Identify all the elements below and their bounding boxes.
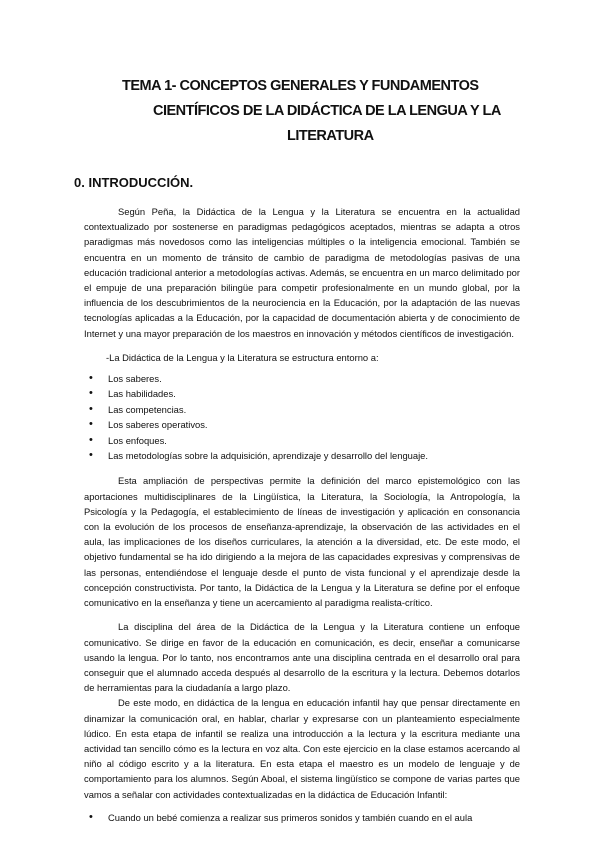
title-line-1: TEMA 1- CONCEPTOS GENERALES Y FUNDAMENTOS — [122, 78, 479, 94]
list-item: • Los enfoques. — [84, 433, 520, 448]
list-item: • Las competencias. — [84, 402, 520, 417]
paragraph-infantil: De este modo, en didáctica de la lengua en educación infantil hay que pensar directamente en dinamizar la comunicación oral, en hablar, charlar y expresarse con un planteamiento especialmente lúdico. En esta etapa de infantil se realiza una introducción a la lectura y la escritura mediante una actividad tan sencillo cómo es la lectura en voz alta. Con este ejercicio en la clase estamos acercando al niño al código escrito y a la literatura. En esta etapa el maestro es un modelo de lenguaje y de comportamiento para los alumnos. Según Aboal, el sistema lingüístico se compone de varias partes que vamos a señalar con actividades contextualizadas en la didáctica de Educación Infantil: — [84, 697, 520, 800]
section-heading: 0. INTRODUCCIÓN. — [74, 175, 194, 190]
title-line-2: CIENTÍFICOS DE LA DIDÁCTICA DE LA LENGUA Y LA — [153, 103, 501, 119]
list-item: • Las metodologías sobre la adquisición, aprendizaje y desarrollo del lenguaje. — [84, 448, 520, 463]
title-line-3: LITERATURA — [287, 128, 374, 144]
list-item: • Los saberes. — [84, 371, 520, 386]
paragraph-structure-lead: -La Didáctica de la Lengua y la Literatura se estructura entorno a: — [106, 351, 379, 363]
final-list — [84, 810, 520, 825]
list-item: • Las habilidades. — [84, 386, 520, 401]
document-body — [84, 204, 520, 835]
paragraph-intro: Según Peña, la Didáctica de la Lengua y la Literatura se encuentra en la actualidad contextualizado por sostenerse en paradigmas pedagógicos aceptados, mientras se adapta a otros paradigmas más novedosos como las inteligencias múltiples o la inteligencia emocional. También se encuentra en un momento de tránsito de cambio de paradigma de metodologías pasivas de una educación tradicional anterior a metodologías activas. Además, se encuentra en un marco delimitado por el empuje de una preparación bilingüe para competir profesionalmente en un mundo global, por la influencia de los descubrimientos de la neurociencia en la Educación, por la adaptación de las nuevas tecnologías aplicadas a la Educación, por la capacidad de documentación abierta y de conocimiento de Internet y una mayor preparación de los maestros en innovación y métodos científicos de investigación. — [84, 206, 520, 339]
list-item: • Cuando un bebé comienza a realizar sus primeros sonidos y también cuando en el aula — [84, 810, 520, 825]
structure-list — [84, 371, 520, 463]
list-item: • Los saberes operativos. — [84, 417, 520, 432]
paragraph-communicative: La disciplina del área de la Didáctica de la Lengua y la Literatura contiene un enfoque comunicativo. Se dirige en favor de la educación en comunicación, es decir, enseñar a comunicarse usando la lengua. Por lo tanto, nos encontramos ante una disciplina centrada en el desarrollo oral para conseguir que el alumnado acceda después al desarrollo de la escritura y la lectura. Debemos dotarlos de herramientas para la ciudadanía a largo plazo. — [84, 621, 520, 694]
document-title — [80, 74, 520, 149]
paragraph-perspectives: Esta ampliación de perspectivas permite la definición del marco epistemológico con las aportaciones multidisciplinares de la Lingüística, la Literatura, la Sociología, la Antropología, la Psicología y la Pedagogía, el establecimiento de líneas de investigación y aplicación en consonancia con la evolución de los procesos de enseñanza-aprendizaje, la observación de las actividades en el aula, las implicaciones de los diseños curriculares, la atención a la diversidad, etc. De este modo, el objetivo fundamental se ha ido dirigiendo a la mejora de las capacidades expresivas y comprensivas de las personas, entendiéndose el lenguaje desde el punto de vista funcional y el aprendizaje desde la concepción constructivista. Por tanto, la Didáctica de la Lengua y la Literatura se define por el enfoque comunicativo en la enseñanza y tiene un acercamiento al paradigma realista-crítico. — [84, 475, 520, 609]
